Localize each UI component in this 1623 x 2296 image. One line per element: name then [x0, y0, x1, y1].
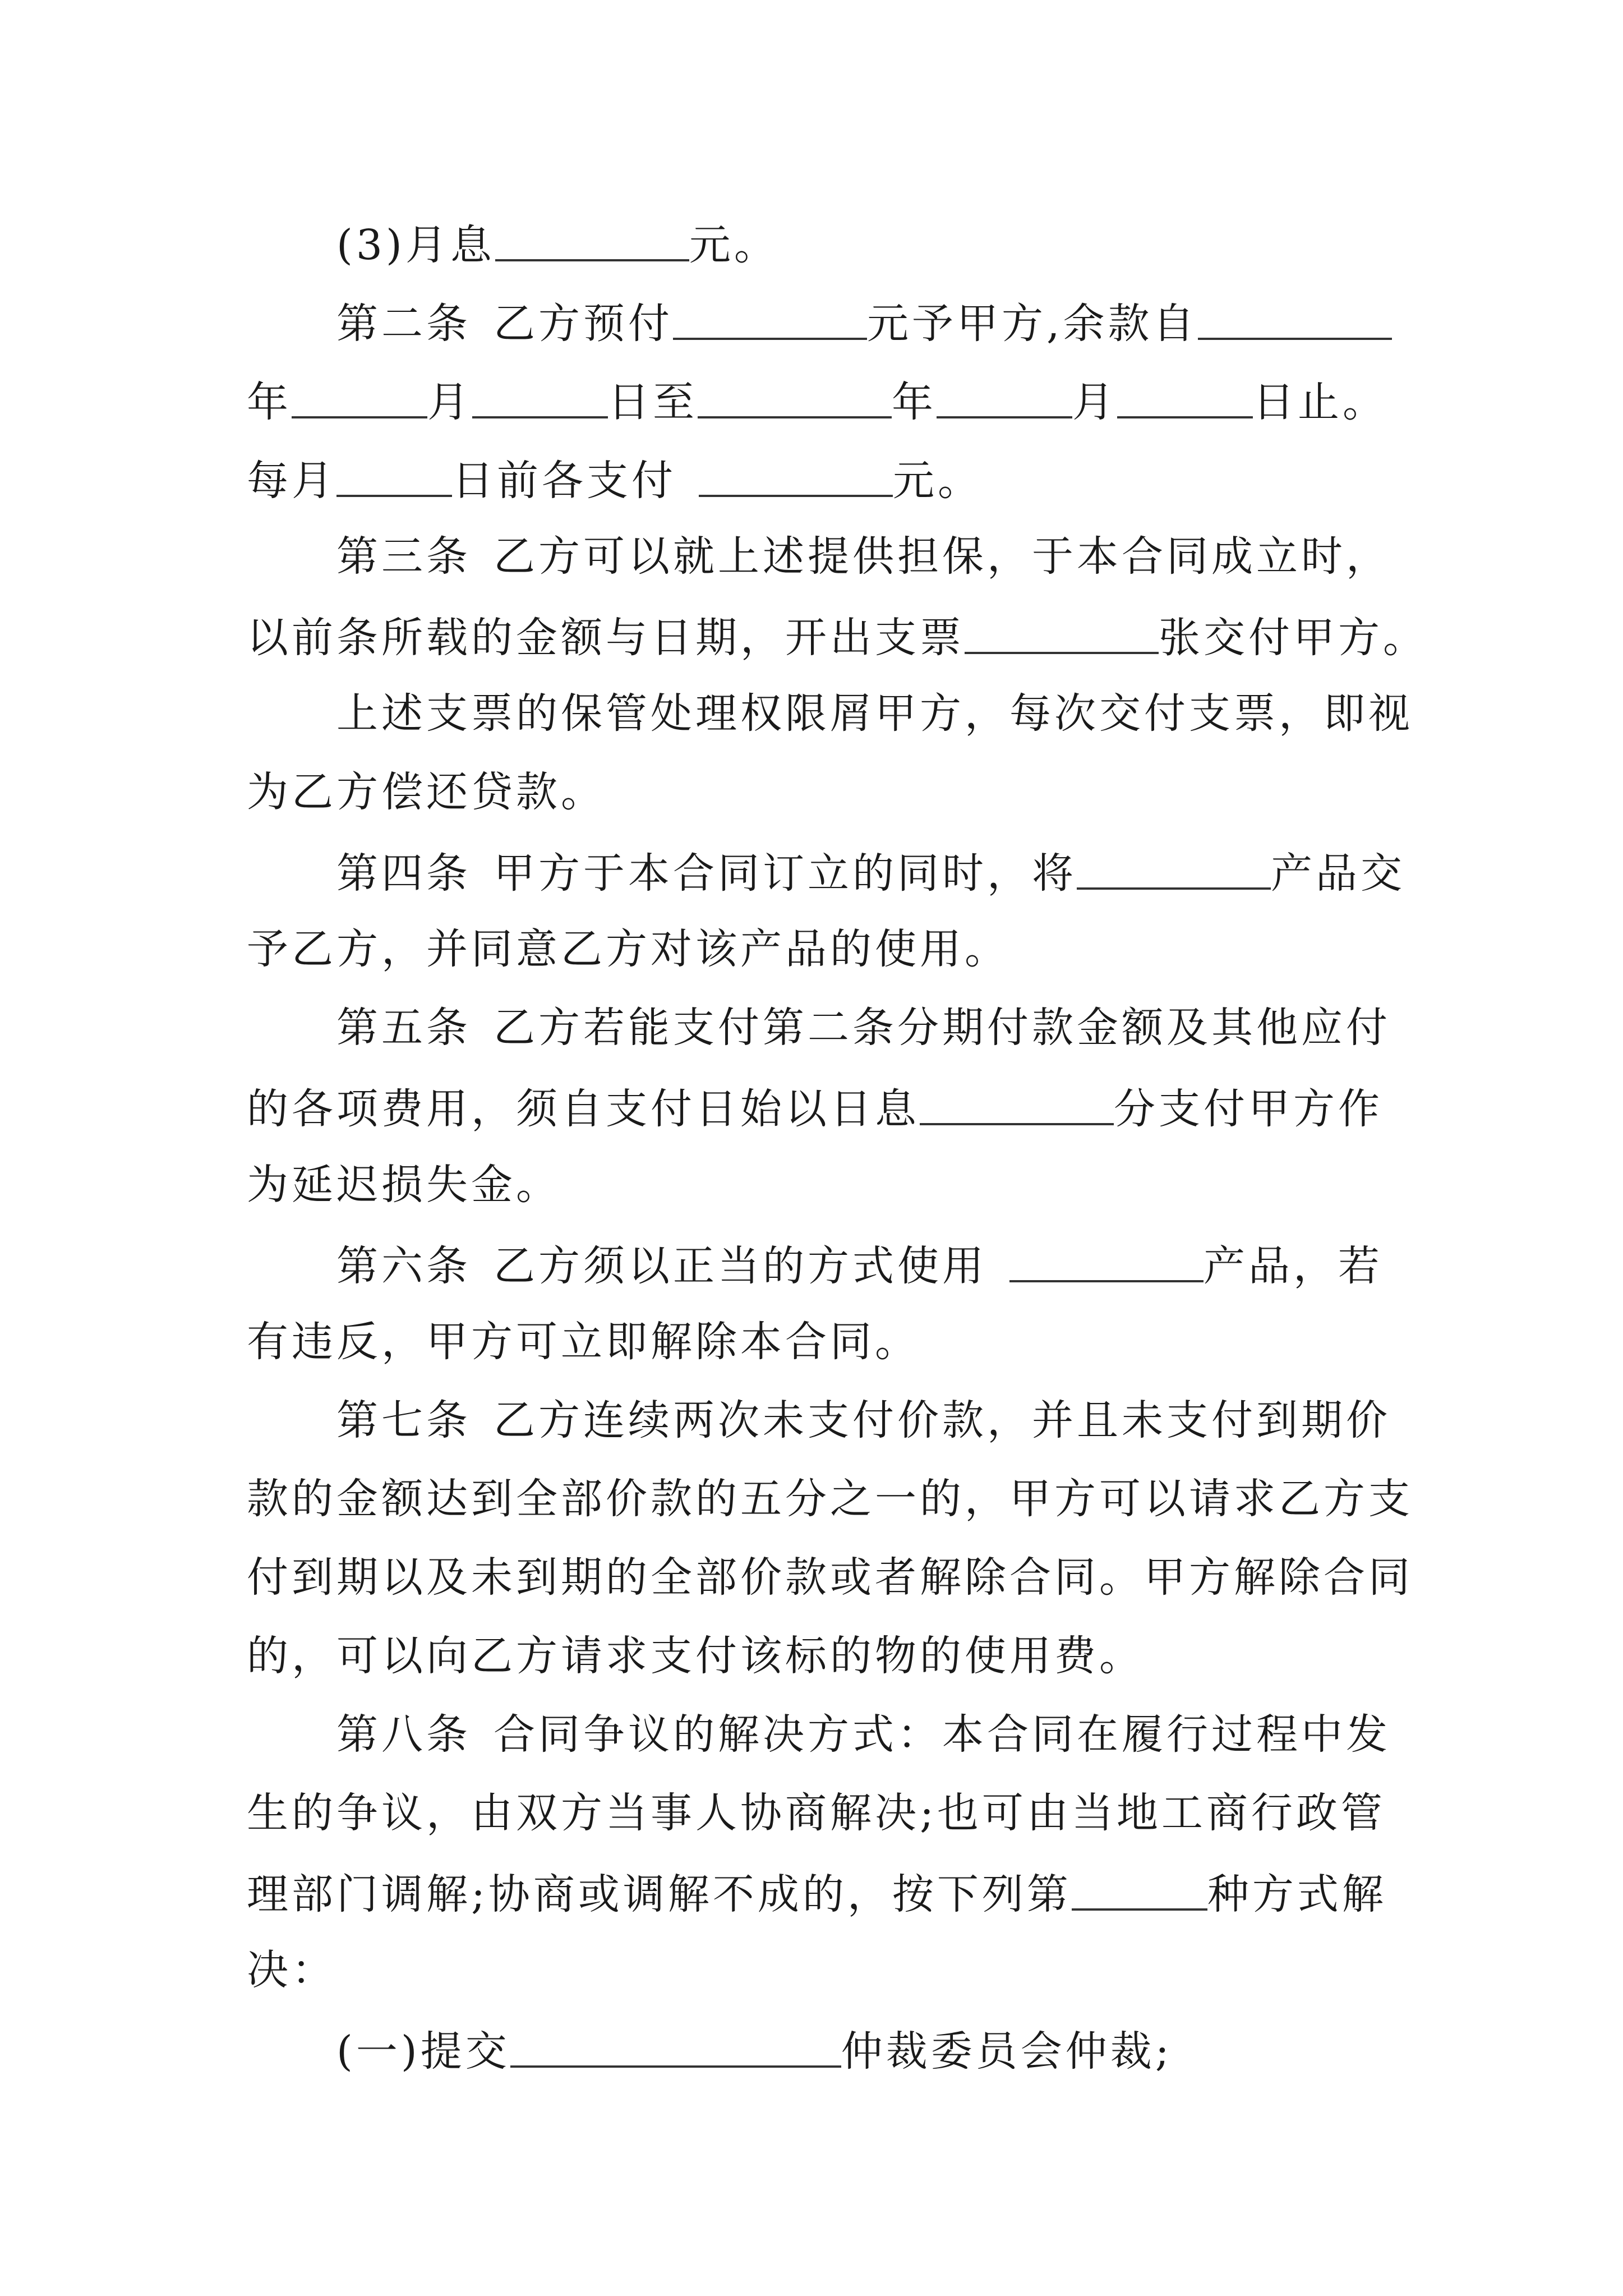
- text-line: [336, 523, 1391, 590]
- text-line: [247, 1779, 1386, 1847]
- text-line: [336, 837, 1405, 904]
- text-segment: 为乙方偿还贷款。: [247, 768, 606, 816]
- article-heading: 第四条: [336, 849, 471, 898]
- fill-in-blank: [472, 368, 608, 418]
- text-segment: 乙方若能支付第二条分期付款金额及其他应付: [494, 1004, 1391, 1052]
- text-segment: 每月: [247, 457, 336, 505]
- text-line: [247, 758, 606, 826]
- text-line: [336, 2015, 1173, 2082]
- article-heading: 第五条: [336, 1004, 471, 1052]
- text-segment: 决：: [247, 1946, 336, 1994]
- text-segment: 张交付甲方。: [1159, 614, 1428, 662]
- text-line: [247, 366, 1387, 433]
- text-segment: 理部门调解;协商或调解不成的，按下列第: [247, 1870, 1072, 1918]
- fill-in-blank: [698, 368, 892, 418]
- fill-in-blank: [1072, 1860, 1207, 1911]
- text-segment: 元。: [893, 457, 983, 505]
- fill-in-blank: [495, 211, 689, 261]
- article-heading: 第六条: [336, 1242, 471, 1290]
- text-segment: 以前条所载的金额与日期，开出支票: [247, 614, 965, 662]
- text-line: [247, 1308, 920, 1375]
- text-segment: 日止。: [1253, 378, 1387, 426]
- text-segment: 乙方可以就上述提供担保，于本合同成立时，: [494, 532, 1391, 581]
- text-segment: 的各项费用，须自支付日始以日息: [247, 1085, 920, 1133]
- article-heading: 第八条: [336, 1710, 471, 1759]
- text-segment: 有违反，甲方可立即解除本合同。: [247, 1318, 920, 1366]
- text-segment: 为延迟损失金。: [247, 1161, 561, 1209]
- article-heading: 第二条: [336, 300, 471, 348]
- fill-in-blank: [937, 368, 1072, 418]
- fill-in-blank: [1009, 1232, 1204, 1282]
- text-line: [336, 680, 1413, 747]
- fill-in-blank: [699, 447, 893, 497]
- text-segment: 的，可以向乙方请求支付该标的物的使用费。: [247, 1632, 1144, 1680]
- text-segment: 仲裁委员会仲裁;: [841, 2027, 1173, 2076]
- text-segment: 乙方预付: [494, 300, 673, 348]
- fill-in-blank: [920, 1075, 1114, 1125]
- article-heading: 第三条: [336, 532, 471, 581]
- text-segment: 月: [427, 378, 472, 426]
- text-line: [247, 1073, 1383, 1140]
- text-segment: 甲方于本合同订立的同时，将: [494, 849, 1077, 898]
- text-segment: 乙方须以正当的方式使用: [494, 1242, 987, 1290]
- fill-in-blank: [510, 2017, 841, 2068]
- text-line: [336, 287, 1392, 355]
- text-segment: 月: [1072, 378, 1117, 426]
- fill-in-blank: [673, 289, 867, 340]
- text-segment: 产品交: [1271, 849, 1405, 898]
- text-line: [247, 1858, 1387, 1925]
- text-line: [336, 1387, 1391, 1454]
- text-segment: 分支付甲方作: [1114, 1085, 1383, 1133]
- text-segment: (一)提交: [336, 2027, 510, 2076]
- text-line: [247, 915, 1009, 983]
- article-heading: 第七条: [336, 1396, 471, 1444]
- text-segment: 付到期以及未到期的全部价款或者解除合同。甲方解除合同: [247, 1553, 1413, 1602]
- text-line: [336, 1701, 1391, 1768]
- text-segment: 种方式解: [1207, 1870, 1387, 1918]
- text-line: [247, 1622, 1144, 1690]
- fill-in-blank: [336, 447, 452, 497]
- text-segment: 生的争议，由双方当事人协商解决;也可由当地工商行政管: [247, 1789, 1386, 1837]
- text-segment: 合同争议的解决方式：本合同在履行过程中发: [494, 1710, 1391, 1759]
- text-line: [247, 1151, 561, 1218]
- text-segment: 元予甲方,余款自: [867, 300, 1198, 348]
- fill-in-blank: [1077, 839, 1271, 890]
- text-line: [247, 1544, 1413, 1611]
- text-line: [336, 994, 1391, 1061]
- text-segment: 上述支票的保管处理权限屑甲方，每次交付支票，即视: [336, 689, 1413, 738]
- text-line: [247, 601, 1428, 669]
- text-segment: 日前各支付: [452, 457, 676, 505]
- text-line: [336, 1230, 1383, 1297]
- fill-in-blank: [292, 368, 427, 418]
- text-segment: 乙方连续两次未支付价款，并且未支付到期价: [494, 1396, 1391, 1444]
- text-line: [247, 1936, 336, 2004]
- text-segment: 年: [247, 378, 292, 426]
- fill-in-blank: [1117, 368, 1253, 418]
- text-segment: (3)月息: [336, 221, 495, 269]
- text-segment: 年: [892, 378, 937, 426]
- text-segment: 元。: [689, 221, 779, 269]
- text-segment: 予乙方，并同意乙方对该产品的使用。: [247, 925, 1009, 973]
- text-segment: 日至: [608, 378, 698, 426]
- text-line: [247, 1465, 1413, 1533]
- text-line: [336, 209, 779, 276]
- fill-in-blank: [1198, 289, 1392, 340]
- text-segment: 款的金额达到全部价款的五分之一的，甲方可以请求乙方支: [247, 1475, 1413, 1523]
- text-line: [247, 444, 983, 512]
- text-segment: 产品，若: [1204, 1242, 1383, 1290]
- fill-in-blank: [965, 604, 1159, 654]
